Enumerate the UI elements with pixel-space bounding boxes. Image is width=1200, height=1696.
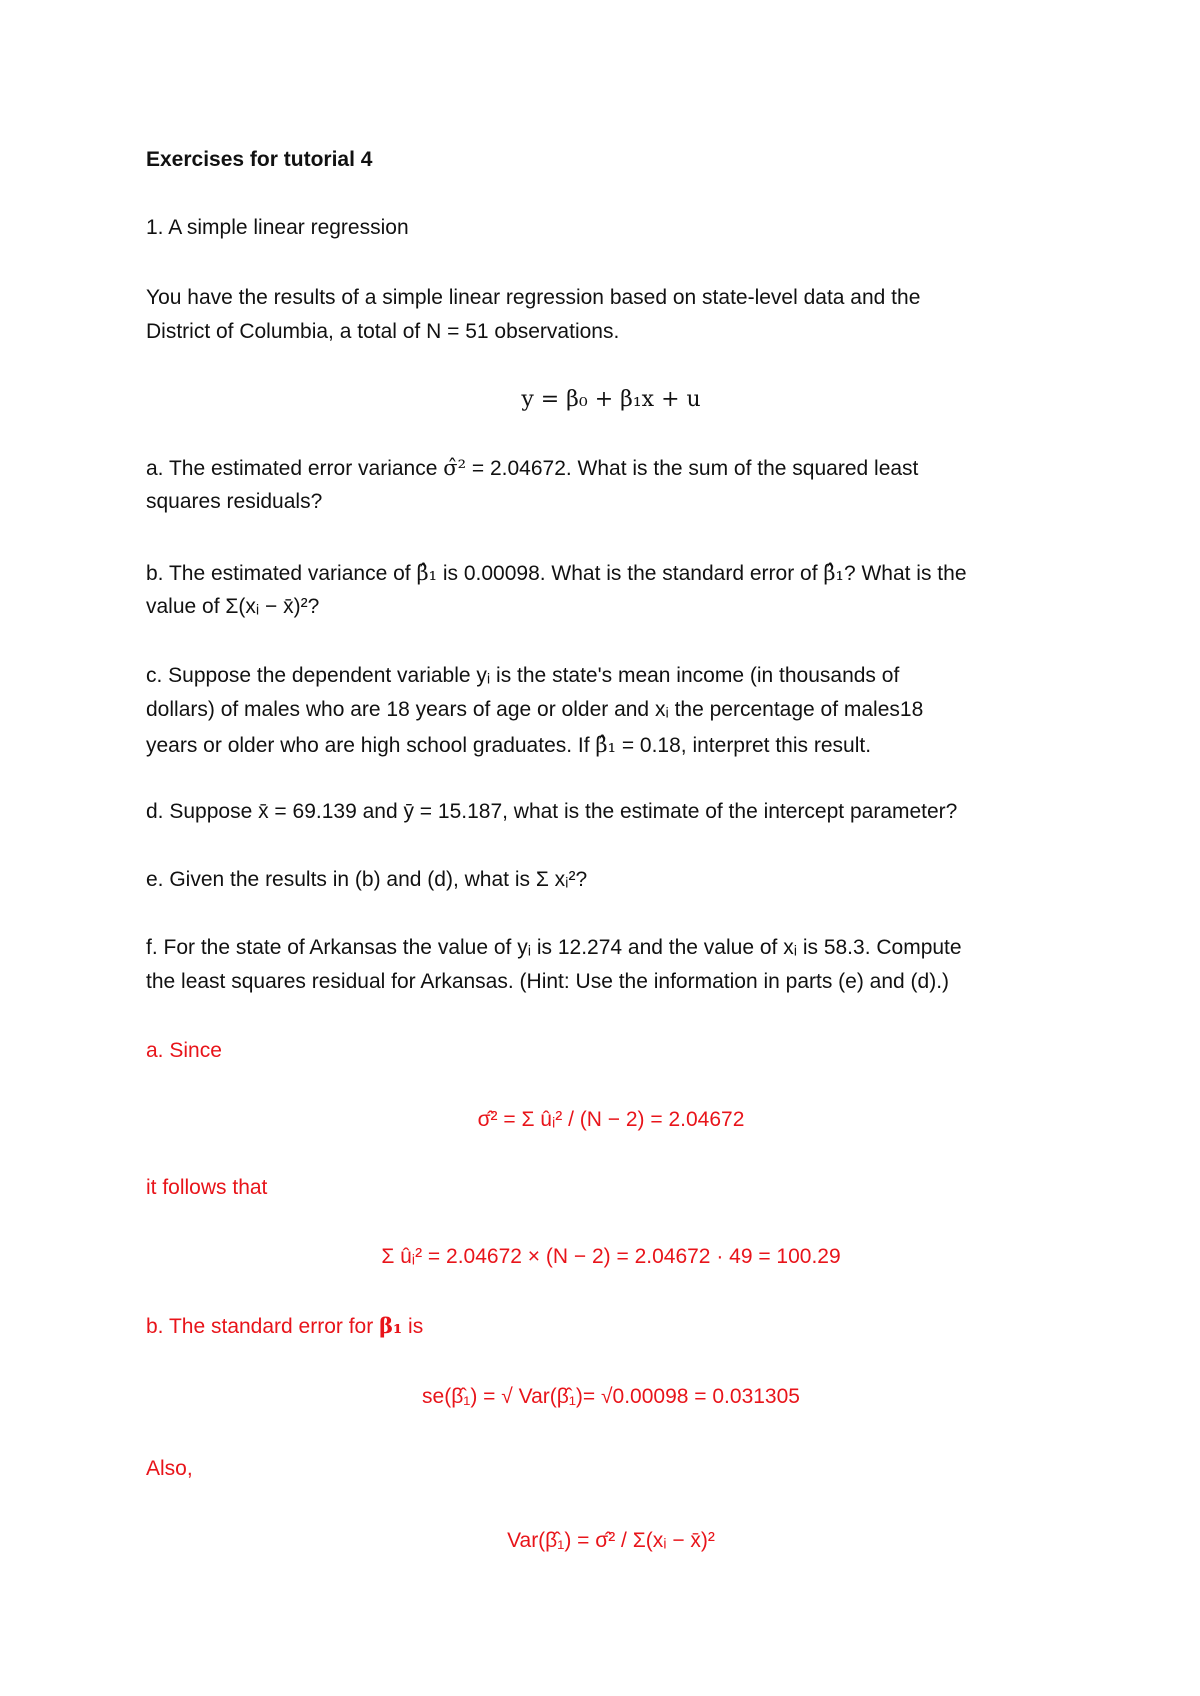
answer-a-equation-2: Σ ûᵢ² = 2.04672 × (N − 2) = 2.04672 · 49 = 100.29 (381, 1245, 841, 1268)
answer-b-equation-1: se(β̂₁) = √ Var(β̂₁)= √0.00098 = 0.031305 (422, 1385, 800, 1408)
question-b-part1: b. The estimated variance of (146, 562, 417, 585)
question-c-suffix: = 0.18, interpret this result. (615, 734, 872, 757)
question-a-prefix: a. The estimated error variance (146, 457, 444, 480)
question-b-line1 (146, 556, 1076, 591)
intro-text-line2: District of Columbia, a total of N = 51 observations. (146, 320, 620, 343)
question-f-line1: f. For the state of Arkansas the value of yᵢ is 12.274 and the value of xᵢ is 58.3. Compute (146, 936, 962, 959)
sigma-hat-squared: σ̂² (443, 456, 467, 480)
question-b-line2: value of Σ(xᵢ − x̄)²? (146, 595, 320, 618)
question-a-suffix: = 2.04672. What is the sum of the squared least (466, 457, 919, 480)
question-e: e. Given the results in (b) and (d), what is Σ xᵢ²? (146, 868, 588, 891)
model-equation: y = β₀ + β₁x + u (521, 387, 701, 412)
answer-a-label: a. Since (146, 1039, 222, 1062)
question-b-part3: ? What is the (843, 562, 967, 585)
question-c-line2: dollars) of males who are 18 years of age or older and xᵢ the percentage of males18 (146, 698, 924, 721)
intro-text-line1: You have the results of a simple linear regression based on state-level data and the (146, 286, 921, 309)
answer-b-label (146, 1309, 1076, 1344)
answer-a-equation-1: σ̂² = Σ ûᵢ² / (N − 2) = 2.04672 (477, 1108, 745, 1131)
beta1-hat-symbol: β̂₁ (595, 733, 616, 757)
question-c-prefix: years or older who are high school graduates. If (146, 734, 596, 757)
beta1-symbol: β₁ (379, 1313, 403, 1338)
question-a-line2: squares residuals? (146, 490, 323, 513)
question-a-line1 (146, 451, 1076, 486)
beta1-hat-symbol: β̂₁ (823, 561, 844, 585)
answer-b-equation-2: Var(β̂₁) = σ̂² / Σ(xᵢ − x̄)² (507, 1529, 715, 1552)
beta1-hat-symbol: β̂₁ (416, 561, 437, 585)
question-c-line3 (146, 728, 1076, 763)
answer-b-prefix: b. The standard error for (146, 1315, 380, 1338)
answer-b-suffix: is (402, 1315, 424, 1338)
question-f-line2: the least squares residual for Arkansas. (Hint: Use the information in parts (e) and (d).) (146, 970, 950, 993)
section-heading: 1. A simple linear regression (146, 216, 409, 239)
document-title: Exercises for tutorial 4 (146, 148, 373, 171)
question-b-part2: is 0.00098. What is the standard error of (437, 562, 824, 585)
question-c-line1: c. Suppose the dependent variable yᵢ is the state's mean income (in thousands of (146, 664, 900, 687)
answer-also-text: Also, (146, 1457, 193, 1480)
question-d: d. Suppose x̄ = 69.139 and ȳ = 15.187, what is the estimate of the intercept parameter? (146, 800, 958, 823)
answer-follows-text: it follows that (146, 1176, 268, 1199)
